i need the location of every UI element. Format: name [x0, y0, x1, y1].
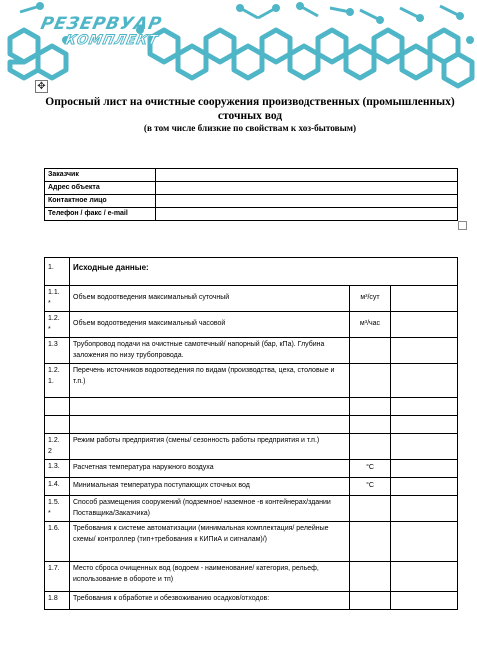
item-description: Минимальная температура поступающих сточных вод: [70, 478, 350, 496]
item-value-cell[interactable]: [391, 416, 458, 434]
item-description: Режим работы предприятия (смены/ сезонность работы предприятия и т.п.): [70, 434, 350, 460]
item-value-cell[interactable]: [391, 434, 458, 460]
client-field-value[interactable]: [156, 195, 458, 208]
item-number: [45, 398, 70, 416]
item-value-cell[interactable]: [391, 338, 458, 364]
table-row: [45, 496, 458, 522]
client-field-label: Адрес объекта: [45, 182, 156, 195]
table-row: [45, 286, 458, 312]
item-description: Объем водоотведения максимальный суточный: [70, 286, 350, 312]
table-row: [45, 312, 458, 338]
client-field-label: Телефон / факс / e-mail: [45, 208, 156, 221]
item-description: [70, 416, 350, 434]
item-unit: [350, 592, 391, 610]
svg-text:КОМПЛЕКТ: КОМПЛЕКТ: [63, 33, 160, 48]
table-row: [45, 434, 458, 460]
page-title-line-2: сточных вод: [217, 110, 283, 122]
item-number: 1.4.: [45, 478, 70, 496]
table-row: [45, 522, 458, 562]
table-row: [45, 592, 458, 610]
item-unit: [350, 338, 391, 364]
table-row: [45, 460, 458, 478]
item-unit: [350, 562, 391, 592]
page-title-line-1: Опросный лист на очистные сооружения производственных (промышленных): [45, 96, 455, 108]
table-header-row: [45, 258, 458, 286]
item-value-cell[interactable]: [391, 478, 458, 496]
item-description: Перечень источников водоотведения по видам (производства, цеха, столовые и т.п.): [70, 364, 350, 398]
item-value-cell[interactable]: [391, 592, 458, 610]
client-row: [45, 195, 458, 208]
item-description: Трубопровод подачи на очистные самотечный/ напорный (бар, кПа). Глубина заложения по низу трубопровода.: [70, 338, 350, 364]
client-row: [45, 182, 458, 195]
item-value-cell[interactable]: [391, 312, 458, 338]
client-field-label: Заказчик: [45, 169, 156, 182]
item-value-cell[interactable]: [391, 496, 458, 522]
item-description: Место сброса очищенных вод (водоем - наименование/ категория, рельеф, использование в обороте и тп): [70, 562, 350, 592]
item-number: 1.8: [45, 592, 70, 610]
item-description: [70, 398, 350, 416]
table-row: [45, 398, 458, 416]
client-field-value[interactable]: [156, 169, 458, 182]
item-number: 1.1. *: [45, 286, 70, 312]
company-logo: [0, 0, 477, 92]
item-unit: °С: [350, 478, 391, 496]
item-number: [45, 416, 70, 434]
item-number: 1.2. 1.: [45, 364, 70, 398]
item-value-cell[interactable]: [391, 398, 458, 416]
item-value-cell[interactable]: [391, 364, 458, 398]
item-number: 1.3: [45, 338, 70, 364]
item-description: Расчетная температура наружного воздуха: [70, 460, 350, 478]
client-row: [45, 208, 458, 221]
table-row: [45, 562, 458, 592]
item-unit: [350, 364, 391, 398]
client-row: [45, 169, 458, 182]
table-move-handle[interactable]: ✥: [35, 80, 48, 93]
item-number: 1.5. *: [45, 496, 70, 522]
client-field-value[interactable]: [156, 208, 458, 221]
item-description: Требования к обработке и обезвоживанию осадков/отходов:: [70, 592, 350, 610]
item-unit: [350, 522, 391, 562]
item-unit: [350, 416, 391, 434]
item-unit: [350, 434, 391, 460]
item-unit: [350, 496, 391, 522]
item-unit: [350, 398, 391, 416]
item-unit: м³/час: [350, 312, 391, 338]
item-number: 1.7.: [45, 562, 70, 592]
section-number: 1.: [45, 258, 70, 286]
item-number: 1.3.: [45, 460, 70, 478]
client-info-table: [44, 168, 458, 221]
item-unit: °С: [350, 460, 391, 478]
item-description: Объем водоотведения максимальный часовой: [70, 312, 350, 338]
item-value-cell[interactable]: [391, 286, 458, 312]
item-description: Способ размещения сооружений (подземное/ наземное -в контейнерах/здании Поставщика/Заказчика): [70, 496, 350, 522]
questionnaire-table: [44, 257, 458, 610]
item-number: 1.2. *: [45, 312, 70, 338]
client-field-label: Контактное лицо: [45, 195, 156, 208]
svg-text:РЕЗЕРВУАР: РЕЗЕРВУАР: [38, 14, 164, 34]
table-row: [45, 364, 458, 398]
item-number: 1.6.: [45, 522, 70, 562]
section-title: Исходные данные:: [70, 258, 458, 286]
item-value-cell[interactable]: [391, 460, 458, 478]
item-value-cell[interactable]: [391, 522, 458, 562]
item-description: Требования к системе автоматизации (минимальная комплектация/ релейные схемы/ контроллер (тип+требования к КИПиА и сигналам)/): [70, 522, 350, 562]
table-row: [45, 416, 458, 434]
client-field-value[interactable]: [156, 182, 458, 195]
page-subtitle: (в том числе близкие по свойствам к хоз-бытовым): [143, 123, 357, 133]
item-value-cell[interactable]: [391, 562, 458, 592]
table-row: [45, 338, 458, 364]
item-unit: м³/сут: [350, 286, 391, 312]
item-number: 1.2. 2: [45, 434, 70, 460]
table-resize-handle[interactable]: [458, 221, 467, 230]
table-row: [45, 478, 458, 496]
